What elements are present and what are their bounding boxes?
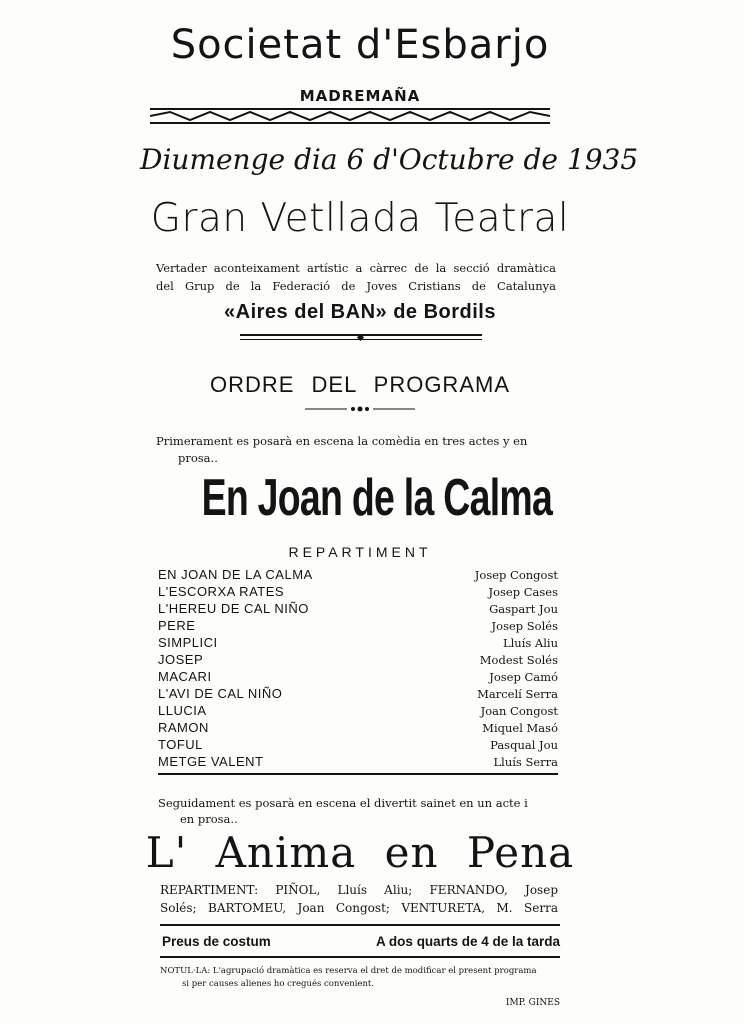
society-name: Societat d'Esbarjo [170,22,550,68]
printer-mark: IMP. GINES [505,998,560,1008]
second-cast-line-2: Solés; BARTOMEU, Joan Congost; VENTURETA, M. Serra [160,901,558,915]
cast-row [158,668,558,685]
event-title: Gran Vetllada Teatral [150,196,570,241]
cast-role: MACARI [158,669,212,684]
cast-row [158,753,558,770]
cast-actor: Josep Cases [488,584,558,599]
second-play-title: L' Anima en Pena [145,828,575,877]
cast-row [158,583,558,600]
cast-actor: Lluís Aliu [502,635,558,650]
cast-actor: Josep Camó [489,669,558,684]
second-cast-line-1: REPARTIMENT: PIÑOL, Lluís Aliu; FERNANDO, Josep [160,883,558,897]
cast-role: METGE VALENT [158,754,264,769]
cast-row [158,651,558,668]
cast-role: L'ESCORXA RATES [158,584,285,599]
cast-role: TOFUL [158,737,203,752]
cast-actor: Joan Congost [480,703,558,718]
divider-line [160,924,560,926]
cast-list [158,566,558,770]
cast-role: EN JOAN DE LA CALMA [158,567,313,582]
notice-line-2: si per causes alienes ho cregués convenient. [182,979,375,989]
cast-actor: Modest Solés [479,652,558,667]
cast-row [158,736,558,753]
divider-line [158,773,558,775]
event-date: Diumenge dia 6 d'Octubre de 1935 [140,143,639,176]
cast-row [158,600,558,617]
cast-role: SIMPLICI [158,635,218,650]
second-play-intro-line-2: en prosa.. [180,812,238,826]
town-name: MADREMAÑA [299,87,421,105]
notice-line-1: NOTUL·LA: L'agrupació dramàtica es reserva el dret de modificar el present programa [160,966,537,976]
ornamental-divider-top [150,108,550,126]
cast-actor: Pasqual Jou [490,737,558,752]
cast-actor: Josep Solés [491,618,558,633]
prices-text: Preus de costum [162,934,271,949]
program-intro-line-1: Primerament es posarà en escena la comèdia en tres actes y en [156,434,528,448]
cast-row [158,566,558,583]
second-play-intro-line-1: Seguidament es posarà en escena el divertit sainet en un acte i [158,796,528,810]
cast-role: L'HEREU DE CAL NIÑO [158,601,309,616]
theatre-company: «Aires del BAN» de Bordils [224,301,496,323]
cast-role: RAMON [158,720,209,735]
cast-actor: Marcelí Serra [477,686,558,701]
divider-line [160,956,560,958]
cast-heading: REPARTIMENT [288,544,432,560]
cast-role: L'AVI DE CAL NIÑO [158,686,283,701]
event-description-line-2: del Grup de la Federació de Joves Cristians de Catalunya [156,279,556,293]
start-time-text: A dos quarts de 4 de la tarda [375,934,560,949]
ornament-flourish [305,404,415,414]
program-intro-line-2: prosa.. [178,451,218,465]
cast-actor: Miquel Masó [482,720,558,735]
cast-actor: Josep Congost [474,567,558,582]
cast-role: PERE [158,618,196,633]
main-play-title: En Joan de la Calma [201,469,553,527]
cast-row [158,617,558,634]
cast-role: LLUCIA [158,703,207,718]
cast-row [158,719,558,736]
cast-actor: Gaspart Jou [489,601,558,616]
event-description-line-1: Vertader aconteixament artístic a càrrec de la secció dramàtica [156,261,556,275]
cast-row [158,702,558,719]
cast-row [158,685,558,702]
cast-role: JOSEP [158,652,204,667]
cast-row [158,634,558,651]
cast-actor: Lluís Serra [493,754,558,769]
program-heading: ORDRE DEL PROGRAMA [209,372,510,397]
